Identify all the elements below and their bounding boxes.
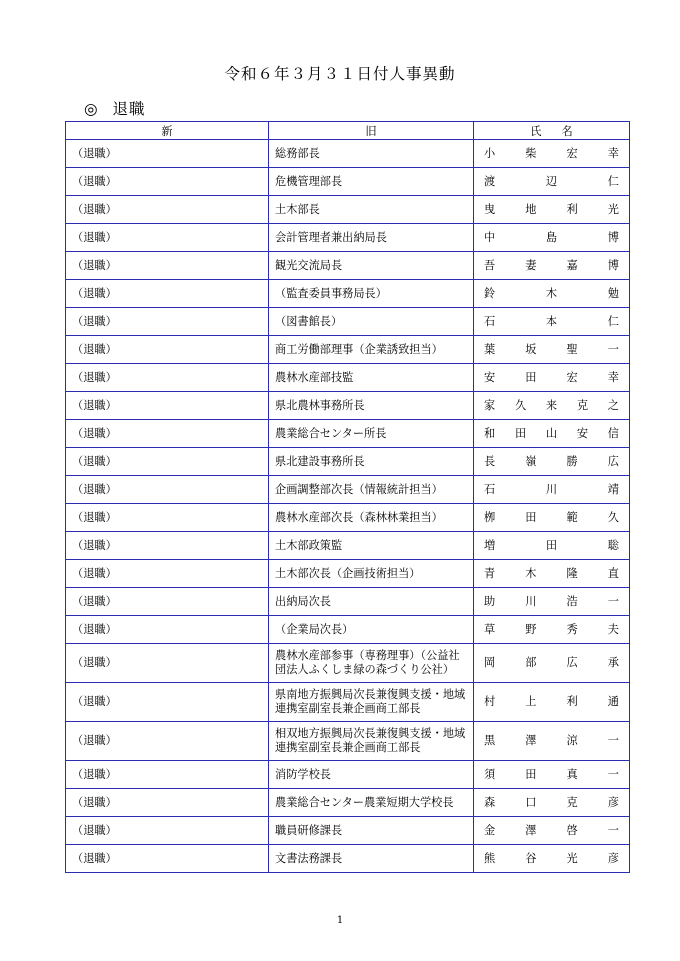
name-character: 渡 bbox=[484, 174, 496, 188]
name-character: 利 bbox=[566, 695, 578, 708]
cell-person-name bbox=[474, 140, 630, 168]
name-character: 口 bbox=[525, 795, 537, 809]
name-character: 島 bbox=[545, 230, 558, 244]
name-character: 石 bbox=[484, 314, 496, 328]
name-character: 小 bbox=[484, 146, 496, 160]
name-character: 野 bbox=[525, 622, 537, 636]
name-character: 範 bbox=[566, 510, 578, 524]
cell-person-name bbox=[474, 168, 630, 196]
cell-new-position: （退職） bbox=[66, 196, 269, 224]
page-number: 1 bbox=[336, 915, 344, 926]
cell-new-position: （退職） bbox=[66, 845, 269, 873]
cell-person-name bbox=[474, 644, 630, 683]
cell-person-name bbox=[474, 588, 630, 616]
name-character: 来 bbox=[545, 398, 558, 412]
table-row bbox=[66, 683, 630, 722]
name-character: 本 bbox=[545, 314, 558, 328]
cell-new-position: （退職） bbox=[66, 224, 269, 252]
cell-person-name bbox=[474, 392, 630, 420]
name-character: 広 bbox=[566, 656, 578, 669]
cell-person-name bbox=[474, 845, 630, 873]
name-character: 黒 bbox=[484, 734, 496, 747]
name-character: 一 bbox=[607, 734, 619, 747]
name-character: 和 bbox=[484, 426, 496, 440]
name-character: 一 bbox=[607, 594, 619, 608]
cell-person-name bbox=[474, 364, 630, 392]
cell-old-position: 会計管理者兼出納局長 bbox=[269, 224, 474, 252]
name-character: 嶺 bbox=[525, 454, 537, 468]
cell-new-position: （退職） bbox=[66, 761, 269, 789]
name-character: 浩 bbox=[566, 594, 578, 608]
name-character: 宏 bbox=[566, 146, 578, 160]
name-character: 嘉 bbox=[566, 258, 578, 272]
name-character: 山 bbox=[545, 426, 558, 440]
cell-person-name bbox=[474, 224, 630, 252]
table-row bbox=[66, 280, 630, 308]
cell-person-name bbox=[474, 817, 630, 845]
cell-old-position: 農林水産部参事（専務理事）（公益社団法人ふくしま緑の森づくり公社） bbox=[269, 644, 474, 683]
cell-old-position: 土木部政策監 bbox=[269, 532, 474, 560]
document-title: 令和６年３月３１日付人事異動 bbox=[224, 65, 456, 83]
table-row bbox=[66, 845, 630, 873]
cell-person-name bbox=[474, 722, 630, 761]
cell-old-position: 相双地方振興局次長兼復興支援・地域連携室副室長兼企画商工部長 bbox=[269, 722, 474, 761]
cell-new-position: （退職） bbox=[66, 448, 269, 476]
name-character: 葉 bbox=[484, 342, 496, 356]
cell-old-position: 土木部長 bbox=[269, 196, 474, 224]
cell-old-position: 農林水産部次長（森林林業担当） bbox=[269, 504, 474, 532]
name-character: 栁 bbox=[484, 510, 496, 524]
table-row bbox=[66, 308, 630, 336]
name-character: 克 bbox=[576, 398, 589, 412]
name-character: 澤 bbox=[525, 823, 537, 837]
table-row bbox=[66, 504, 630, 532]
name-character: 広 bbox=[607, 454, 619, 468]
name-character: 田 bbox=[514, 426, 527, 440]
cell-old-position: 農業総合センター農業短期大学校長 bbox=[269, 789, 474, 817]
cell-new-position: （退職） bbox=[66, 644, 269, 683]
cell-old-position: 県北建設事務所長 bbox=[269, 448, 474, 476]
cell-old-position: 企画調整部次長（情報統計担当） bbox=[269, 476, 474, 504]
name-character: 宏 bbox=[566, 370, 578, 384]
cell-person-name bbox=[474, 476, 630, 504]
name-character: 青 bbox=[484, 566, 496, 580]
name-character: 中 bbox=[484, 230, 496, 244]
name-character: 承 bbox=[607, 656, 619, 669]
cell-new-position: （退職） bbox=[66, 616, 269, 644]
cell-new-position: （退職） bbox=[66, 420, 269, 448]
cell-new-position: （退職） bbox=[66, 364, 269, 392]
header-old: 旧 bbox=[269, 122, 474, 140]
name-character: 川 bbox=[525, 594, 537, 608]
cell-old-position: 出納局次長 bbox=[269, 588, 474, 616]
name-character: 増 bbox=[484, 538, 496, 552]
name-character: 彦 bbox=[607, 795, 619, 809]
table-row bbox=[66, 196, 630, 224]
name-character: 辺 bbox=[545, 174, 558, 188]
cell-person-name bbox=[474, 308, 630, 336]
name-character: 森 bbox=[484, 795, 496, 809]
cell-old-position: 職員研修課長 bbox=[269, 817, 474, 845]
cell-new-position: （退職） bbox=[66, 817, 269, 845]
name-character: 秀 bbox=[566, 622, 578, 636]
table-row bbox=[66, 224, 630, 252]
name-character: 仁 bbox=[607, 314, 619, 328]
table-row bbox=[66, 761, 630, 789]
name-character: 聖 bbox=[566, 342, 578, 356]
cell-person-name bbox=[474, 420, 630, 448]
cell-new-position: （退職） bbox=[66, 683, 269, 722]
cell-old-position: 総務部長 bbox=[269, 140, 474, 168]
table-row bbox=[66, 616, 630, 644]
name-character: 勝 bbox=[566, 454, 578, 468]
double-circle-icon: ◎ bbox=[84, 100, 99, 118]
table-row bbox=[66, 448, 630, 476]
name-character: 真 bbox=[566, 767, 578, 781]
name-character: 靖 bbox=[607, 482, 619, 496]
cell-new-position: （退職） bbox=[66, 168, 269, 196]
cell-new-position: （退職） bbox=[66, 789, 269, 817]
name-character: 聡 bbox=[607, 538, 619, 552]
name-character: 助 bbox=[484, 594, 496, 608]
cell-new-position: （退職） bbox=[66, 280, 269, 308]
cell-old-position: （企業局次長） bbox=[269, 616, 474, 644]
name-character: 田 bbox=[525, 510, 537, 524]
cell-old-position: 危機管理部長 bbox=[269, 168, 474, 196]
table-row bbox=[66, 168, 630, 196]
name-character: 田 bbox=[545, 538, 558, 552]
name-character: 木 bbox=[545, 286, 558, 300]
name-character: 博 bbox=[607, 258, 619, 272]
name-character: 通 bbox=[607, 695, 619, 708]
cell-old-position: 県南地方振興局次長兼復興支援・地域連携室副室長兼企画商工部長 bbox=[269, 683, 474, 722]
name-character: 一 bbox=[607, 342, 619, 356]
table-body bbox=[66, 140, 630, 873]
cell-old-position: 農林水産部技監 bbox=[269, 364, 474, 392]
name-character: 幸 bbox=[607, 370, 619, 384]
name-character: 之 bbox=[607, 398, 619, 412]
name-character: 川 bbox=[545, 482, 558, 496]
name-character: 家 bbox=[484, 398, 496, 412]
name-character: 克 bbox=[566, 795, 578, 809]
name-character: 隆 bbox=[566, 566, 578, 580]
name-character: 信 bbox=[607, 426, 619, 440]
cell-new-position: （退職） bbox=[66, 308, 269, 336]
name-character: 吾 bbox=[484, 258, 496, 272]
name-character: 田 bbox=[525, 370, 537, 384]
cell-old-position: 観光交流局長 bbox=[269, 252, 474, 280]
table-row bbox=[66, 532, 630, 560]
cell-person-name bbox=[474, 196, 630, 224]
name-character: 部 bbox=[525, 656, 537, 669]
name-character: 光 bbox=[566, 851, 578, 865]
name-character: 幸 bbox=[607, 146, 619, 160]
table-row bbox=[66, 588, 630, 616]
cell-old-position: （図書館長） bbox=[269, 308, 474, 336]
cell-new-position: （退職） bbox=[66, 532, 269, 560]
name-character: 澤 bbox=[525, 734, 537, 747]
name-character: 夫 bbox=[607, 622, 619, 636]
name-character: 岡 bbox=[484, 656, 496, 669]
name-character: 一 bbox=[607, 823, 619, 837]
table-row bbox=[66, 722, 630, 761]
table-row bbox=[66, 392, 630, 420]
name-character: 谷 bbox=[525, 851, 537, 865]
cell-new-position: （退職） bbox=[66, 560, 269, 588]
name-character: 曳 bbox=[484, 202, 496, 216]
table-row bbox=[66, 817, 630, 845]
cell-new-position: （退職） bbox=[66, 504, 269, 532]
header-new: 新 bbox=[66, 122, 269, 140]
cell-person-name bbox=[474, 336, 630, 364]
cell-old-position: 農業総合センター所長 bbox=[269, 420, 474, 448]
name-character: 木 bbox=[525, 566, 537, 580]
name-character: 一 bbox=[607, 767, 619, 781]
table-row bbox=[66, 789, 630, 817]
cell-person-name bbox=[474, 616, 630, 644]
header-name: 氏名 bbox=[474, 122, 630, 140]
cell-person-name bbox=[474, 683, 630, 722]
name-character: 村 bbox=[484, 695, 496, 708]
section-title: 退職 bbox=[112, 100, 146, 118]
name-character: 啓 bbox=[566, 823, 578, 837]
cell-person-name bbox=[474, 504, 630, 532]
cell-old-position: 県北農林事務所長 bbox=[269, 392, 474, 420]
name-character: 安 bbox=[484, 370, 496, 384]
cell-old-position: 文書法務課長 bbox=[269, 845, 474, 873]
personnel-table bbox=[65, 121, 630, 873]
cell-old-position: （監査委員事務局長） bbox=[269, 280, 474, 308]
cell-person-name bbox=[474, 280, 630, 308]
table-row bbox=[66, 252, 630, 280]
name-character: 柴 bbox=[525, 146, 537, 160]
name-character: 妻 bbox=[525, 258, 537, 272]
name-character: 安 bbox=[576, 426, 589, 440]
name-character: 石 bbox=[484, 482, 496, 496]
table-row bbox=[66, 364, 630, 392]
name-character: 仁 bbox=[607, 174, 619, 188]
section-heading bbox=[84, 97, 146, 119]
name-character: 久 bbox=[607, 510, 619, 524]
name-character: 坂 bbox=[525, 342, 537, 356]
cell-new-position: （退職） bbox=[66, 588, 269, 616]
cell-person-name bbox=[474, 252, 630, 280]
name-character: 熊 bbox=[484, 851, 496, 865]
cell-old-position: 消防学校長 bbox=[269, 761, 474, 789]
table-row bbox=[66, 420, 630, 448]
name-character: 彦 bbox=[607, 851, 619, 865]
name-character: 博 bbox=[607, 230, 619, 244]
name-character: 光 bbox=[607, 202, 619, 216]
table-row bbox=[66, 644, 630, 683]
name-character: 涼 bbox=[566, 734, 578, 747]
cell-old-position: 商工労働部理事（企業誘致担当） bbox=[269, 336, 474, 364]
cell-old-position: 土木部次長（企画技術担当） bbox=[269, 560, 474, 588]
cell-new-position: （退職） bbox=[66, 476, 269, 504]
table-row bbox=[66, 336, 630, 364]
name-character: 地 bbox=[525, 202, 537, 216]
cell-person-name bbox=[474, 789, 630, 817]
name-character: 田 bbox=[525, 767, 537, 781]
name-character: 利 bbox=[566, 202, 578, 216]
cell-person-name bbox=[474, 560, 630, 588]
name-character: 久 bbox=[514, 398, 527, 412]
cell-new-position: （退職） bbox=[66, 336, 269, 364]
name-character: 上 bbox=[525, 695, 537, 708]
table-row bbox=[66, 476, 630, 504]
cell-new-position: （退職） bbox=[66, 252, 269, 280]
table-row bbox=[66, 560, 630, 588]
cell-person-name bbox=[474, 532, 630, 560]
cell-person-name bbox=[474, 761, 630, 789]
name-character: 須 bbox=[484, 767, 496, 781]
table-row bbox=[66, 140, 630, 168]
name-character: 勉 bbox=[607, 286, 619, 300]
name-character: 長 bbox=[484, 454, 496, 468]
cell-new-position: （退職） bbox=[66, 140, 269, 168]
name-character: 金 bbox=[484, 823, 496, 837]
name-character: 直 bbox=[607, 566, 619, 580]
cell-new-position: （退職） bbox=[66, 722, 269, 761]
table-header-row bbox=[66, 122, 630, 140]
name-character: 鈴 bbox=[484, 286, 496, 300]
cell-person-name bbox=[474, 448, 630, 476]
name-character: 草 bbox=[484, 622, 496, 636]
cell-new-position: （退職） bbox=[66, 392, 269, 420]
